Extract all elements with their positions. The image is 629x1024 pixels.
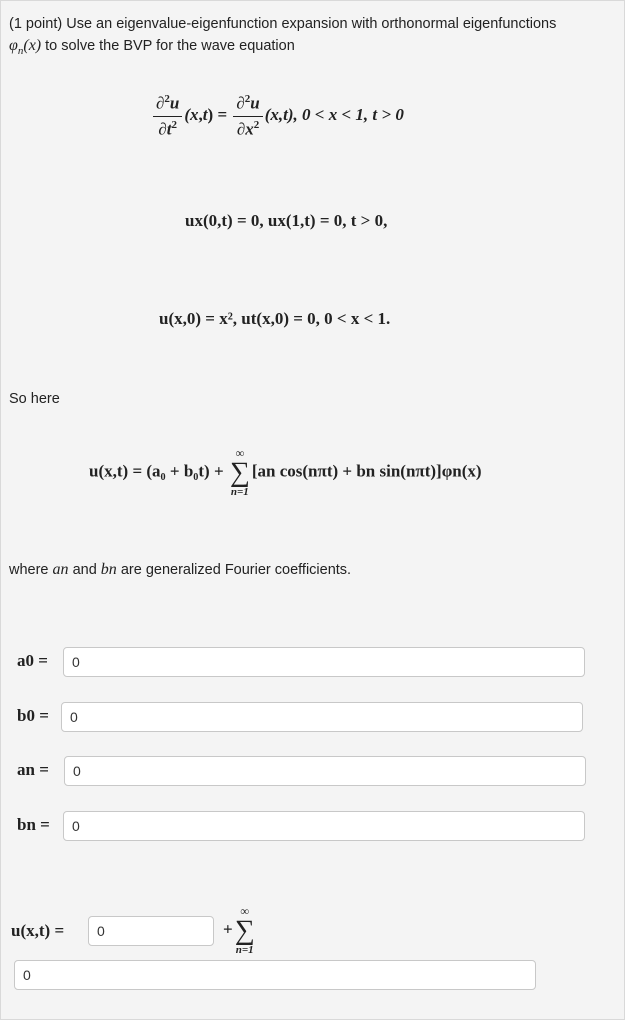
u-sum-symbol: ∞ ∑ n=1	[234, 904, 255, 956]
where-an: an	[52, 561, 69, 578]
initial-conditions: u(x,0) = x², ut(x,0) = 0, 0 < x < 1.	[159, 309, 391, 328]
expansion-equation	[89, 447, 482, 498]
intro-text: Use an eigenvalue-eigenfunction expansion with orthonormal eigenfunctions	[66, 16, 557, 32]
u-plus-sign: +	[223, 919, 233, 939]
a0-label: a0 =	[17, 651, 48, 670]
so-here-text: So here	[9, 391, 60, 407]
where-text	[9, 561, 351, 579]
intro-text-2: to solve the BVP for the wave equation	[45, 38, 295, 54]
expansion-rhs: [an cos(nπt) + bn sin(nπt)]φn(x)	[251, 461, 482, 481]
sum-symbol: ∞ ∑ n=1	[229, 446, 250, 498]
pde-lhs-fraction: $\frac{\partial^2u}{\partial t^2}$	[153, 93, 182, 139]
b0-input[interactable]	[61, 702, 583, 732]
bn-label: bn =	[17, 815, 50, 834]
where-bn: bn	[100, 561, 117, 578]
b0-label: b0 =	[17, 706, 49, 725]
points-label: (1 point)	[9, 16, 63, 32]
boundary-conditions: ux(0,t) = 0, ux(1,t) = 0, t > 0,	[185, 211, 388, 230]
u-sum	[223, 905, 257, 956]
where-word: where	[9, 562, 49, 578]
pde-equation: $\frac{\partial^2u}{\partial t^2}$ (x,t) = $\frac{\partial^2u}{\partial x^2}$ (x,t), 0 < x < 1, t > 0	[151, 93, 404, 139]
phi-symbol: $\varphi_n(x)$	[9, 37, 42, 58]
bn-input[interactable]	[63, 811, 585, 841]
pde-rhs-fraction: $\frac{\partial^2u}{\partial x^2}$	[233, 93, 262, 139]
where-and: and	[72, 562, 97, 578]
where-tail: are generalized Fourier coefficients.	[120, 562, 352, 578]
a0-input[interactable]	[63, 647, 585, 677]
problem-intro	[9, 13, 619, 62]
u-first-term-input[interactable]	[88, 916, 214, 946]
u-sum-term-input[interactable]	[14, 960, 536, 990]
u-label: u(x,t) =	[11, 921, 65, 940]
an-input[interactable]	[64, 756, 586, 786]
pde-tail: (x,t), 0 < x < 1, t > 0	[264, 105, 404, 125]
expansion-lhs: u(x,t) = (a₀ + b₀t) +	[89, 461, 224, 481]
an-label: an =	[17, 760, 49, 779]
